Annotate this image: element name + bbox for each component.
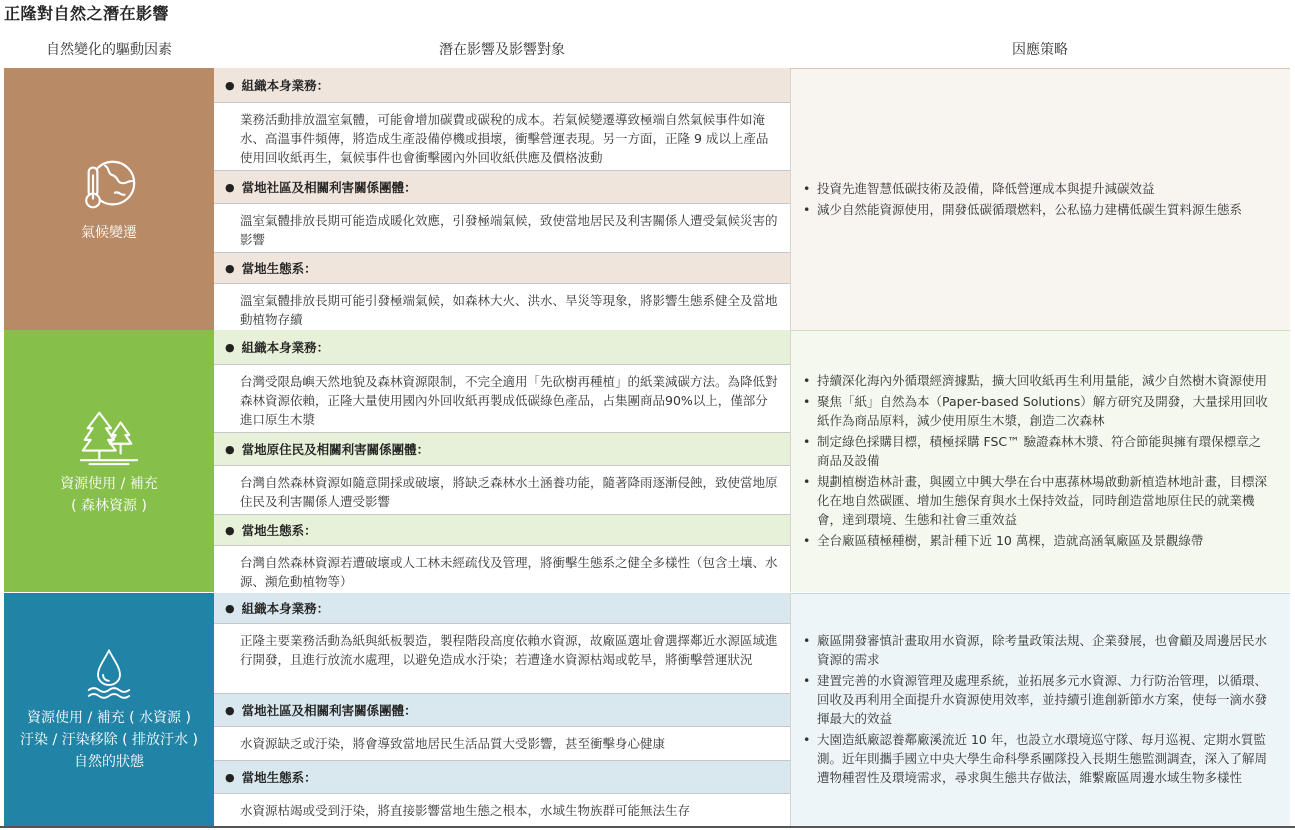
- driver-cell-forest: [4, 330, 214, 592]
- impact-heading-organization: [214, 593, 790, 623]
- strategy-item: • 全台廠區積極種樹，累計種下近 10 萬棵，造就高涵氧廠區及景觀綠帶: [801, 531, 1270, 550]
- bullet-icon: ●: [225, 180, 235, 194]
- driver-cell-water: [4, 593, 214, 826]
- impact-heading-community: [214, 170, 790, 203]
- strategy-item: • 制定綠色採購目標，積極採購 FSC™ 驗證森林木漿、符合節能與擁有環保標章之商品及設備: [801, 432, 1270, 470]
- impact-text-community: 溫室氣體排放長期可能造成暖化效應，引發極端氣候，致使當地居民及利害關係人遭受氣候災害的影響: [214, 203, 790, 252]
- impact-column-water: [214, 593, 790, 826]
- impact-heading-text: 當地生態系：: [241, 523, 317, 538]
- driver-label-forest: 資源使用 / 補充 ( 森林資源 ): [60, 476, 158, 514]
- impact-text-ecosystem: 水資源枯竭或受到汙染，將直接影響當地生態之根本，水域生物族群可能無法生存: [214, 793, 790, 826]
- strategy-list: [801, 179, 1242, 221]
- bullet-icon: ●: [225, 601, 235, 615]
- impact-heading-indigenous: [214, 432, 790, 465]
- strategy-list: [801, 371, 1270, 552]
- impact-text-ecosystem: 溫室氣體排放長期可能引發極端氣候，如森林大火、洪水、旱災等現象，將影響生態系健全及當地動植物存續: [214, 283, 790, 330]
- water-drop-waves-icon: [82, 647, 136, 701]
- impact-heading-community: [214, 693, 790, 726]
- driver-label-water: 資源使用 / 補充 ( 水資源 ) 汙染 / 汙染移除 ( 排放汙水 ) 自然的狀態: [20, 709, 198, 770]
- driver-label-climate: 氣候變遷: [81, 225, 137, 241]
- bullet-icon: ●: [225, 770, 235, 784]
- impact-heading-ecosystem: [214, 760, 790, 793]
- strategy-cell-water: [790, 593, 1290, 826]
- strategy-item: • 減少自然能資源使用，開發低碳循環燃料，公私協力建構低碳生質料源生態系: [801, 200, 1242, 219]
- climate-thermometer-globe-icon: [78, 154, 140, 216]
- impact-text-community: 水資源缺乏或汙染，將會導致當地居民生活品質大受影響，甚至衝擊身心健康: [214, 726, 790, 760]
- impact-heading-organization: [214, 68, 790, 102]
- impact-heading-text: 當地原住民及相關利害關係團體：: [241, 442, 430, 457]
- bullet-icon: ●: [225, 442, 235, 456]
- forest-trees-icon: [78, 405, 140, 467]
- impact-column-climate: [214, 68, 790, 330]
- impact-text-organization: 正隆主要業務活動為紙與紙板製造，製程階段高度依賴水資源，故廠區選址會選擇鄰近水源區域進行開發，且進行放流水處理，以避免造成水汙染；若遭逢水資源枯竭或乾旱，將衝擊營運狀況: [214, 623, 790, 693]
- row-water-resources: [4, 593, 1290, 826]
- row-forest-resources: [4, 330, 1290, 592]
- impact-heading-ecosystem: [214, 252, 790, 283]
- impact-heading-text: 當地社區及相關利害關係團體：: [241, 180, 417, 195]
- impact-heading-text: 當地生態系：: [241, 770, 317, 785]
- row-climate-change: [4, 68, 1290, 330]
- driver-cell-climate: [4, 68, 214, 330]
- impact-heading-organization: [214, 330, 790, 364]
- impact-text-organization: 業務活動排放溫室氣體，可能會增加碳費或碳稅的成本。若氣候變遷導致極端自然氣候事件如淹水、高溫事件頻傳，將造成生產設備停機或損壞，衝擊營運表現。另一方面，正隆 9 成以上產品使用回收紙再生，氣候事件也會衝擊國內外回收紙供應及價格波動: [214, 102, 790, 170]
- strategy-item: • 持續深化海內外循環經濟據點，擴大回收紙再生利用量能，減少自然樹木資源使用: [801, 371, 1270, 390]
- impact-heading-text: 組織本身業務：: [241, 601, 330, 616]
- bullet-icon: ●: [225, 523, 235, 537]
- impact-heading-text: 組織本身業務：: [241, 78, 330, 93]
- strategy-list: [801, 631, 1270, 789]
- column-header-impact: 潛在影響及影響對象: [439, 42, 565, 58]
- impact-text-indigenous: 台灣自然森林資源如隨意開採或破壞，將缺乏森林水土涵養功能，隨著降雨逐漸侵蝕，致使當地原住民及利害關係人遭受影響: [214, 465, 790, 514]
- bullet-icon: ●: [225, 703, 235, 717]
- impact-heading-ecosystem: [214, 514, 790, 545]
- strategy-cell-forest: [790, 330, 1290, 592]
- column-header-strategy: 因應策略: [1012, 42, 1068, 58]
- impact-heading-text: 組織本身業務：: [241, 340, 330, 355]
- bullet-icon: ●: [225, 340, 235, 354]
- strategy-item: • 聚焦「紙」自然為本（Paper-based Solutions）解方研究及開發，大量採用回收紙作為商品原料，減少使用原生木漿，創造二次森林: [801, 392, 1270, 430]
- strategy-item: • 建置完善的水資源管理及處理系統，並拓展多元水資源、力行防治管理，以循環、回收及再利用全面提升水資源使用效率，並持續引進創新節水方案，使每一滴水發揮最大的效益: [801, 671, 1270, 728]
- strategy-item: • 規劃植樹造林計畫，與國立中興大學在台中惠蓀林場啟動新植造林地計畫，目標深化在地自然碳匯、增加生態保育與水土保持效益，同時創造當地原住民的就業機會，達到環境、生態和社會三重效益: [801, 472, 1270, 529]
- impact-heading-text: 當地社區及相關利害關係團體：: [241, 703, 417, 718]
- bullet-icon: ●: [225, 78, 235, 92]
- impact-heading-text: 當地生態系：: [241, 261, 317, 276]
- strategy-item: • 廠區開發審慎計畫取用水資源，除考量政策法規、企業發展，也會顧及周邊居民水資源的需求: [801, 631, 1270, 669]
- strategy-item: • 大園造紙廠認養鄰廠溪流近 10 年，也設立水環境巡守隊、每月巡視、定期水質監測。近年則攜手國立中央大學生命科學系團隊投入長期生態監測調查，深入了解周遭物種習性及環境需求，尋求與生態共存做法，維繫廠區周邊水域生物多樣性: [801, 730, 1270, 787]
- strategy-item: • 投資先進智慧低碳技術及設備，降低營運成本與提升減碳效益: [801, 179, 1242, 198]
- column-header-driver: 自然變化的驅動因素: [46, 42, 172, 58]
- page-title: 正隆對自然之潛在影響: [4, 4, 170, 23]
- bullet-icon: ●: [225, 261, 235, 275]
- impact-column-forest: [214, 330, 790, 592]
- bottom-divider: [0, 826, 1295, 828]
- impact-text-ecosystem: 台灣自然森林資源若遭破壞或人工林未經疏伐及管理，將衝擊生態系之健全多樣性（包含土壤、水源、瀕危動植物等）: [214, 545, 790, 592]
- impact-text-organization: 台灣受限島嶼天然地貌及森林資源限制，不完全適用「先砍樹再種植」的紙業減碳方法。為降低對森林資源依賴，正隆大量使用國內外回收紙再製成低碳綠色產品，占集團商品90%以上，僅部分進口原生木漿: [214, 364, 790, 432]
- strategy-cell-climate: [790, 68, 1290, 330]
